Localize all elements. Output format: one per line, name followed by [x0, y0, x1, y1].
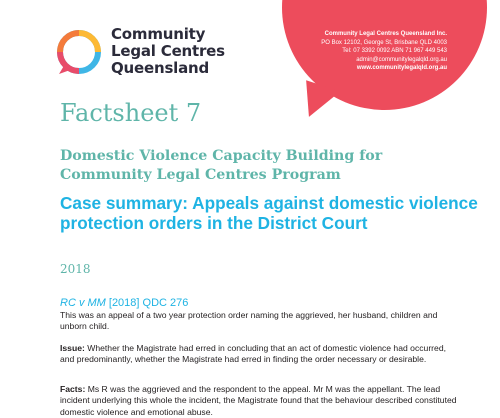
factsheet-title: Factsheet 7 [60, 99, 202, 127]
contact-details [321, 30, 447, 73]
case-citation [60, 297, 188, 309]
logo-line-3: Queensland [111, 59, 210, 77]
speech-bubble-logo-icon [55, 28, 103, 76]
contact-phone-abn: Tel: 07 3392 0092 ABN 71 967 449 543 [342, 48, 447, 55]
issue-paragraph [60, 343, 460, 366]
contact-address: PO Box 12102, George St, Brisbane QLD 4003 [321, 39, 447, 46]
facts-text-continued: the incident, the Magistrate found that the behaviour described constituted domestic violence and emotional abuse. [60, 395, 457, 417]
logo-wordmark [111, 26, 225, 77]
year-heading: 2018 [60, 262, 91, 276]
clcq-logo [55, 26, 245, 81]
facts-text: Ms R was the aggrieved and the respondent to the appeal. Mr M was the appellant. The lead incident underlying this whole [60, 384, 441, 406]
issue-label: Issue: [60, 343, 85, 353]
facts-paragraph [60, 384, 460, 418]
contact-website-link[interactable]: www.communitylegalqld.org.au [356, 65, 447, 72]
case-reference: [2018] QDC 276 [105, 297, 189, 309]
intro-paragraph: This was an appeal of a two year protection order naming the aggrieved, her husband, children and unborn child. [60, 310, 438, 332]
logo-line-1: Community [111, 25, 206, 43]
facts-label: Facts: [60, 384, 86, 394]
contact-email-link[interactable]: admin@communitylegalqld.org.au [356, 56, 447, 63]
issue-text: Whether the Magistrate had erred in concluding that an act of domestic violence had occurred, and predominantly, whether the Magistrate had erred in finding the order necessary or desirable. [60, 343, 446, 365]
logo-line-2: Legal Centres [111, 42, 225, 60]
contact-org-name: Community Legal Centres Queensland Inc. [324, 31, 447, 37]
case-summary-title: Case summary: Appeals against domestic violence protection orders in the District Court [60, 193, 478, 233]
program-title: Domestic Violence Capacity Building for Community Legal Centres Program [60, 148, 383, 183]
case-name: RC v MM [60, 297, 106, 309]
